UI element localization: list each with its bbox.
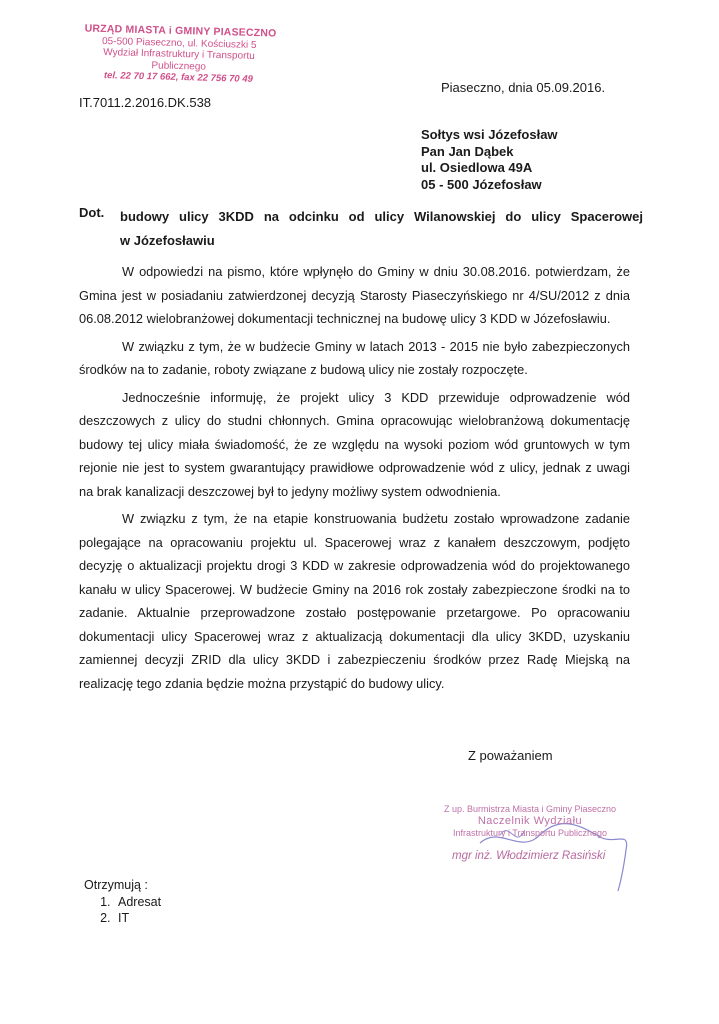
closing-salutation: Z poważaniem	[468, 748, 553, 763]
letter-body	[79, 260, 630, 699]
list-item: 2. IT	[114, 910, 161, 927]
recipient-street: ul. Osiedlowa 49A	[421, 160, 533, 175]
signature-stamp-position: Naczelnik Wydziału	[477, 815, 583, 827]
stamp-office-name: URZĄD MIASTA i GMINY PIASECZNO	[84, 22, 277, 40]
subject-text-1: budowy ulicy 3KDD na odcinku od ulicy Wilanowskiej do ulicy Spacerowej	[120, 209, 643, 224]
recipients-list	[84, 877, 161, 927]
signatory-name: mgr inż. Włodzimierz Rasiński	[452, 850, 606, 862]
subject-line	[120, 205, 643, 253]
recipient-name: Pan Jan Dąbek	[421, 143, 514, 159]
office-stamp	[83, 22, 277, 86]
signature-stamp-department: Infrastruktury i Transportu Publicznego	[452, 828, 608, 838]
recipient-address	[421, 127, 558, 193]
paragraph: Jednocześnie informuję, że projekt ulicy 3 KDD przewiduje odprowadzenie wód deszczowych z ulicy do studni chłonnych. Gmina opracowując wielobranżową dokumentację budowy tej ulicy miała świadomość, że ze względu na wysoki poziom wód gruntowych w tym rejonie nie jest to system gwarantujący prawidłowe odprowadzenie wód z ulicy, jednak z uwagi na brak kanalizacji deszczowej był to jedyny możliwy system odwodnienia.	[79, 389, 630, 499]
list-item: 1. Adresat	[114, 894, 161, 911]
paragraph: W związku z tym, że na etapie konstruowania budżetu zostało wprowadzone zadanie polegające na opracowaniu projektu ul. Spacerowej wraz z kanałem deszczowym, podjęto decyzję o aktualizacji projektu drogi 3 KDD w zakresie odprowadzenia wód do projektowanego kanału w ulicy Spacerowej. W budżecie Gminy na 2016 rok zostały zabezpieczone środki na to zadanie. Aktualnie przeprowadzone zostało postępowanie przetargowe. Po opracowaniu dokumentacji ulicy Spacerowej wraz z aktualizacją dokumentacji dla ulicy 3KDD, uzyskaniu zamiennej decyzji ZRID dla ulicy 3KDD i zabezpieczeniu środków przez Radę Miejską na realizację tego zdania będzie można przystąpić do budowy ulicy.	[79, 511, 630, 691]
paragraph: W związku z tym, że w budżecie Gminy w latach 2013 - 2015 nie było zabezpieczonych środków na to zadanie, roboty związane z budową ulicy nie zostały rozpoczęte.	[79, 338, 630, 377]
stamp-phone: tel. 22 70 17 662, fax 22 756 70 49	[103, 70, 253, 85]
recipient-city: 05 - 500 Józefosław	[421, 176, 542, 192]
letter-date: Piaseczno, dnia 05.09.2016.	[441, 80, 606, 95]
recipient-title: Sołtys wsi Józefosław	[421, 127, 558, 142]
subject-text-2: w Józefosławiu	[120, 233, 215, 248]
stamp-department-cont: Publicznego	[151, 59, 207, 73]
stamp-department: Wydział Infrastruktury i Transportu	[103, 47, 255, 62]
stamp-address: 05-500 Piaseczno, ul. Kościuszki 5	[101, 35, 257, 51]
signature-stamp-authority: Z up. Burmistrza Miasta i Gminy Piaseczno	[443, 804, 617, 814]
signature-stamp	[430, 803, 630, 839]
recipients-label: Otrzymują :	[84, 878, 148, 892]
reference-number: IT.7011.2.2016.DK.538	[79, 95, 212, 110]
subject-label: Dot.	[79, 205, 105, 220]
paragraph: W odpowiedzi na pismo, które wpłynęło do Gminy w dniu 30.08.2016. potwierdzam, że Gmina jest w posiadaniu zatwierdzonej decyzją Starosty Piaseczyńskiego nr 4/SU/2012 z dnia 06.08.2012 wielobranżowej dokumentacji technicznej na budowę ulicy 3 KDD w Józefosławiu.	[79, 264, 630, 326]
